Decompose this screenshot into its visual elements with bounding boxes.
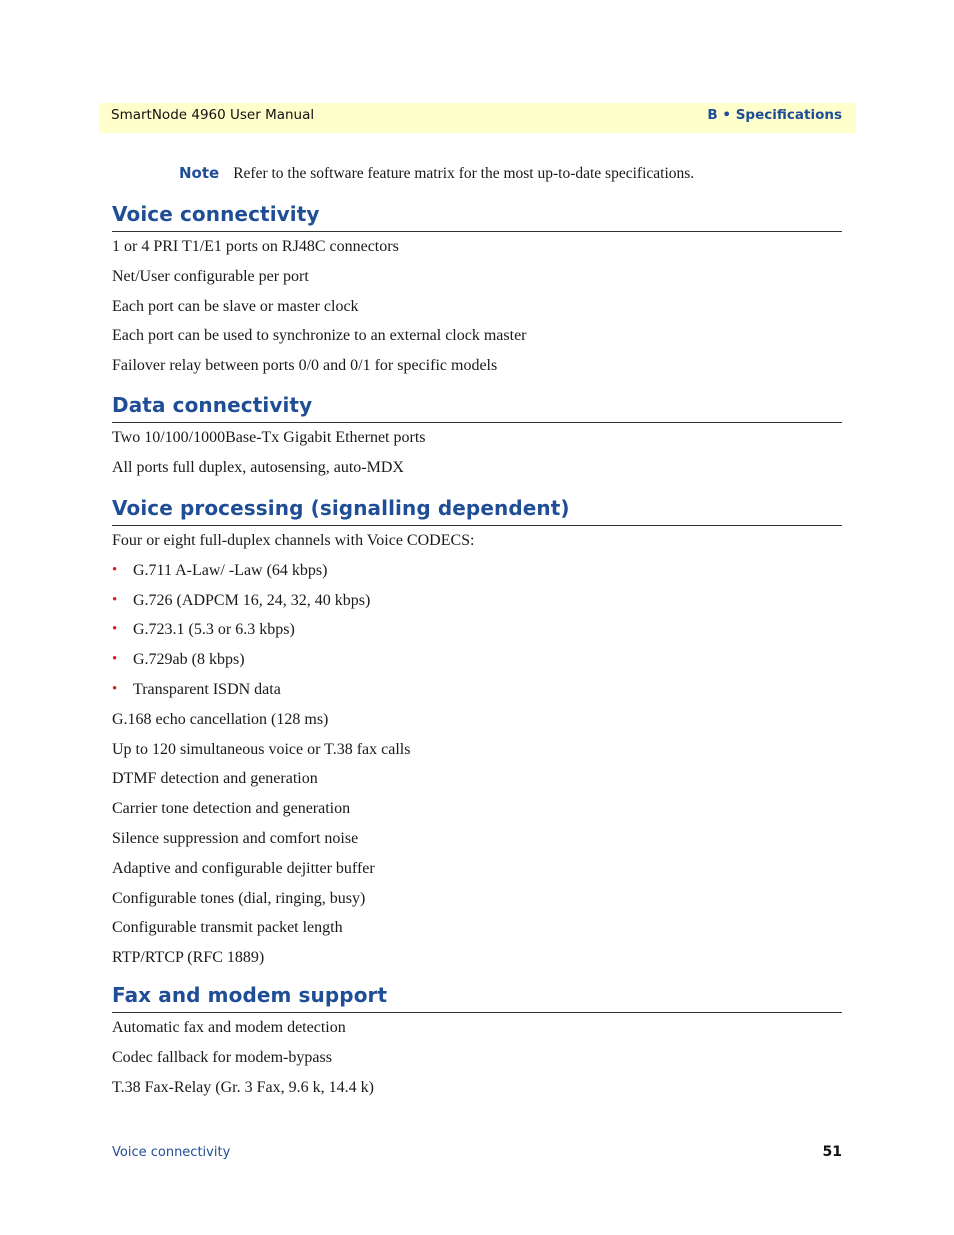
footer-section-link[interactable]: Voice connectivity — [112, 1145, 231, 1160]
section-title: Data connectivity — [112, 392, 842, 423]
list-item: RTP/RTCP (RFC 1889) — [112, 949, 265, 967]
note-label: Note — [179, 164, 220, 182]
list-item: Failover relay between ports 0/0 and 0/1 for specific models — [112, 357, 498, 375]
note-text: Refer to the software feature matrix for the most up-to-date specifications. — [233, 165, 695, 182]
codec-bullet-item: • Transparent ISDN data — [112, 675, 842, 705]
list-item: Silence suppression and comfort noise — [112, 829, 359, 847]
section-title: Fax and modem support — [112, 982, 842, 1013]
section-fax-modem — [112, 982, 842, 1102]
bullet-icon: • — [112, 591, 118, 608]
header-manual-title: SmartNode 4960 User Manual — [111, 107, 315, 123]
section-title: Voice connectivity — [112, 201, 842, 232]
bullet-icon: • — [112, 651, 118, 668]
spec-list — [112, 423, 842, 483]
running-header — [99, 103, 856, 133]
spec-list — [112, 1013, 842, 1102]
list-item: Codec fallback for modem-bypass — [112, 1048, 332, 1066]
bullet-icon: • — [112, 561, 118, 578]
list-item: Automatic fax and modem detection — [112, 1019, 346, 1036]
codec-bullet-item: • G.726 (ADPCM 16, 24, 32, 40 kbps) — [112, 586, 842, 616]
list-item: Configurable transmit packet length — [112, 919, 343, 937]
spec-list — [112, 526, 842, 973]
list-item: 1 or 4 PRI T1/E1 ports on RJ48C connectors — [112, 238, 399, 255]
header-chapter: B • Specifications — [707, 107, 842, 123]
list-item: DTMF detection and generation — [112, 770, 318, 788]
list-item: Up to 120 simultaneous voice or T.38 fax calls — [112, 740, 411, 758]
bullet-icon: • — [112, 621, 118, 638]
list-item: Each port can be used to synchronize to an external clock master — [112, 327, 527, 345]
list-item: Adaptive and configurable dejitter buffer — [112, 859, 375, 877]
list-item: Net/User configurable per port — [112, 267, 309, 285]
list-item: Each port can be slave or master clock — [112, 297, 359, 315]
codec-bullet-item: • G.711 A-Law/ -Law (64 kbps) — [112, 556, 842, 586]
codec-bullet-item: • G.729ab (8 kbps) — [112, 645, 842, 675]
note — [179, 164, 694, 183]
section-data-connectivity — [112, 392, 842, 483]
list-item: T.38 Fax-Relay (Gr. 3 Fax, 9.6 k, 14.4 k) — [112, 1078, 374, 1096]
list-item: Two 10/100/1000Base-Tx Gigabit Ethernet ports — [112, 429, 426, 446]
list-item: Configurable tones (dial, ringing, busy) — [112, 889, 366, 907]
spec-list — [112, 232, 842, 381]
section-title: Voice processing (signalling dependent) — [112, 495, 842, 526]
bullet-icon: • — [112, 680, 118, 697]
list-item: All ports full duplex, autosensing, auto-MDX — [112, 458, 404, 476]
list-item: Carrier tone detection and generation — [112, 800, 351, 818]
section-voice-connectivity — [112, 201, 842, 381]
section-voice-processing — [112, 495, 842, 973]
codec-bullet-item: • G.723.1 (5.3 or 6.3 kbps) — [112, 615, 842, 645]
list-item: G.168 echo cancellation (128 ms) — [112, 710, 329, 728]
page-number: 51 — [822, 1144, 842, 1160]
list-item: Four or eight full-duplex channels with Voice CODECS: — [112, 532, 475, 549]
